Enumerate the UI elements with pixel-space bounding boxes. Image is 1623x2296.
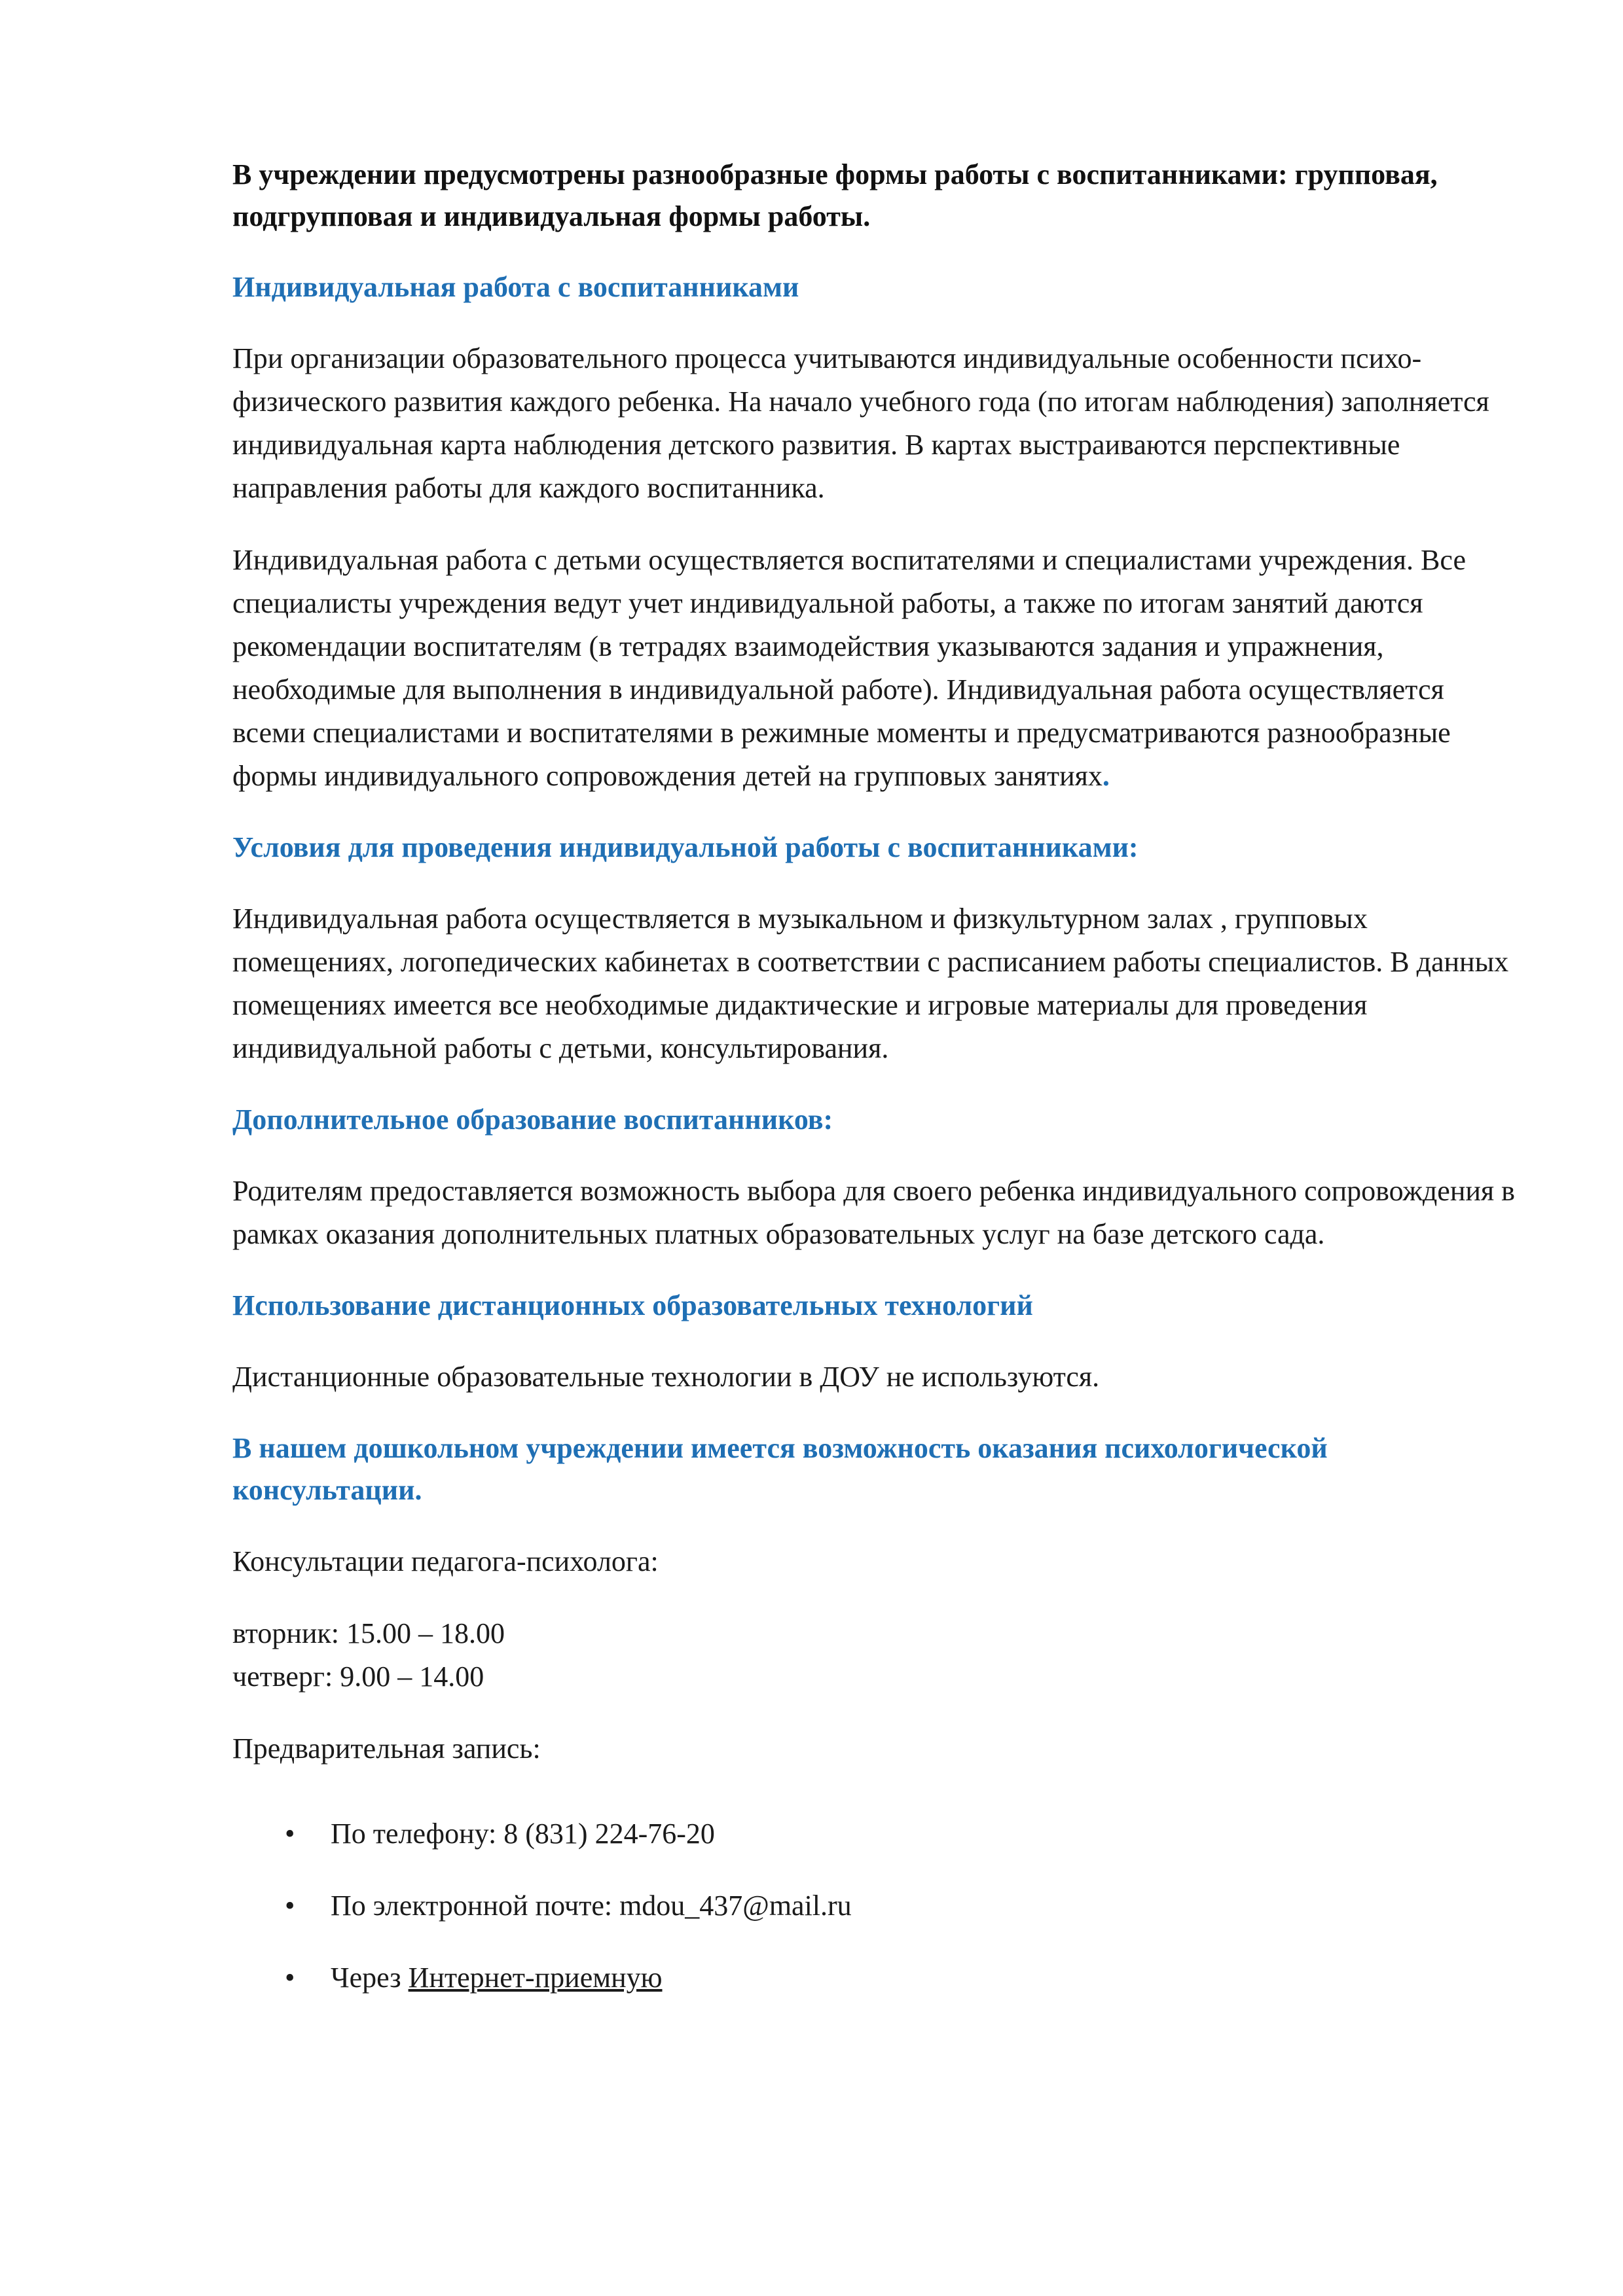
heading-additional-education: Дополнительное образование воспитанников: bbox=[232, 1103, 833, 1136]
paragraph-individual-2-text: Индивидуальная работа с детьми осуществляется воспитателями и специалистами учреждения. Все специалисты учреждения ведут учет индивидуальной работы, а также по итогам занятий даются рекомендации воспитателям (в тетрадях взаимодействия указываются задания и упражнения, необходимые для выполнения в индивидуальной работе). Индивидуальная работа осуществляется всеми специалистами и воспитателями в режимные моменты и предусматриваются разнообразные формы индивидуального сопровождения детей на групповых занятиях bbox=[232, 544, 1466, 792]
contact-online-prefix: Через bbox=[331, 1962, 409, 1994]
document-page bbox=[232, 154, 1516, 2028]
consult-label: Консультации педагога-психолога: bbox=[232, 1545, 659, 1577]
paragraph-individual-2-end: . bbox=[1102, 760, 1110, 792]
paragraph-distance-learning: Дистанционные образовательные технологии в ДОУ не используются. bbox=[232, 1361, 1100, 1393]
contact-phone bbox=[232, 1812, 1516, 1856]
schedule-thursday: четверг: 9.00 – 14.00 bbox=[232, 1660, 484, 1693]
contact-email bbox=[232, 1884, 1516, 1928]
contact-online bbox=[232, 1956, 1516, 2000]
intro-text: В учреждении предусмотрены разнообразные формы работы с воспитанниками: групповая, подгрупповая и индивидуальная формы работы. bbox=[232, 158, 1438, 232]
contact-phone-text: По телефону: 8 (831) 224-76-20 bbox=[331, 1818, 715, 1850]
heading-individual-work: Индивидуальная работа с воспитанниками bbox=[232, 271, 799, 303]
heading-conditions: Условия для проведения индивидуальной работы с воспитанниками: bbox=[232, 831, 1139, 863]
prereg-label: Предварительная запись: bbox=[232, 1732, 541, 1765]
bullet-icon: • bbox=[285, 1962, 295, 1994]
paragraph-additional-education: Родителям предоставляется возможность выбора для своего ребенка индивидуального сопровождения в рамках оказания дополнительных платных образовательных услуг на базе детского сада. bbox=[232, 1175, 1515, 1250]
contact-email-text: По электронной почте: mdou_437@mail.ru bbox=[331, 1890, 852, 1922]
heading-psych-consultation: В нашем дошкольном учреждении имеется возможность оказания психологической консультации. bbox=[232, 1432, 1328, 1506]
schedule-tuesday: вторник: 15.00 – 18.00 bbox=[232, 1617, 505, 1649]
contact-list bbox=[232, 1812, 1516, 2000]
bullet-icon: • bbox=[285, 1818, 295, 1850]
online-reception-link[interactable]: Интернет-приемную bbox=[408, 1962, 663, 1994]
bullet-icon: • bbox=[285, 1890, 295, 1922]
paragraph-individual-2 bbox=[232, 539, 1516, 798]
paragraph-conditions: Индивидуальная работа осуществляется в музыкальном и физкультурном залах , групповых помещениях, логопедических кабинетах в соответствии с расписанием работы специалистов. В данных помещениях имеется все необходимые дидактические и игровые материалы для проведения индивидуальной работы с детьми, консультирования. bbox=[232, 903, 1509, 1064]
heading-distance-learning: Использование дистанционных образовательных технологий bbox=[232, 1289, 1033, 1321]
consult-schedule bbox=[232, 1612, 1516, 1698]
paragraph-individual-1: При организации образовательного процесса учитываются индивидуальные особенности психо-физического развития каждого ребенка. На начало учебного года (по итогам наблюдения) заполняется индивидуальная карта наблюдения детского развития. В картах выстраиваются перспективные направления работы для каждого воспитанника. bbox=[232, 342, 1489, 504]
